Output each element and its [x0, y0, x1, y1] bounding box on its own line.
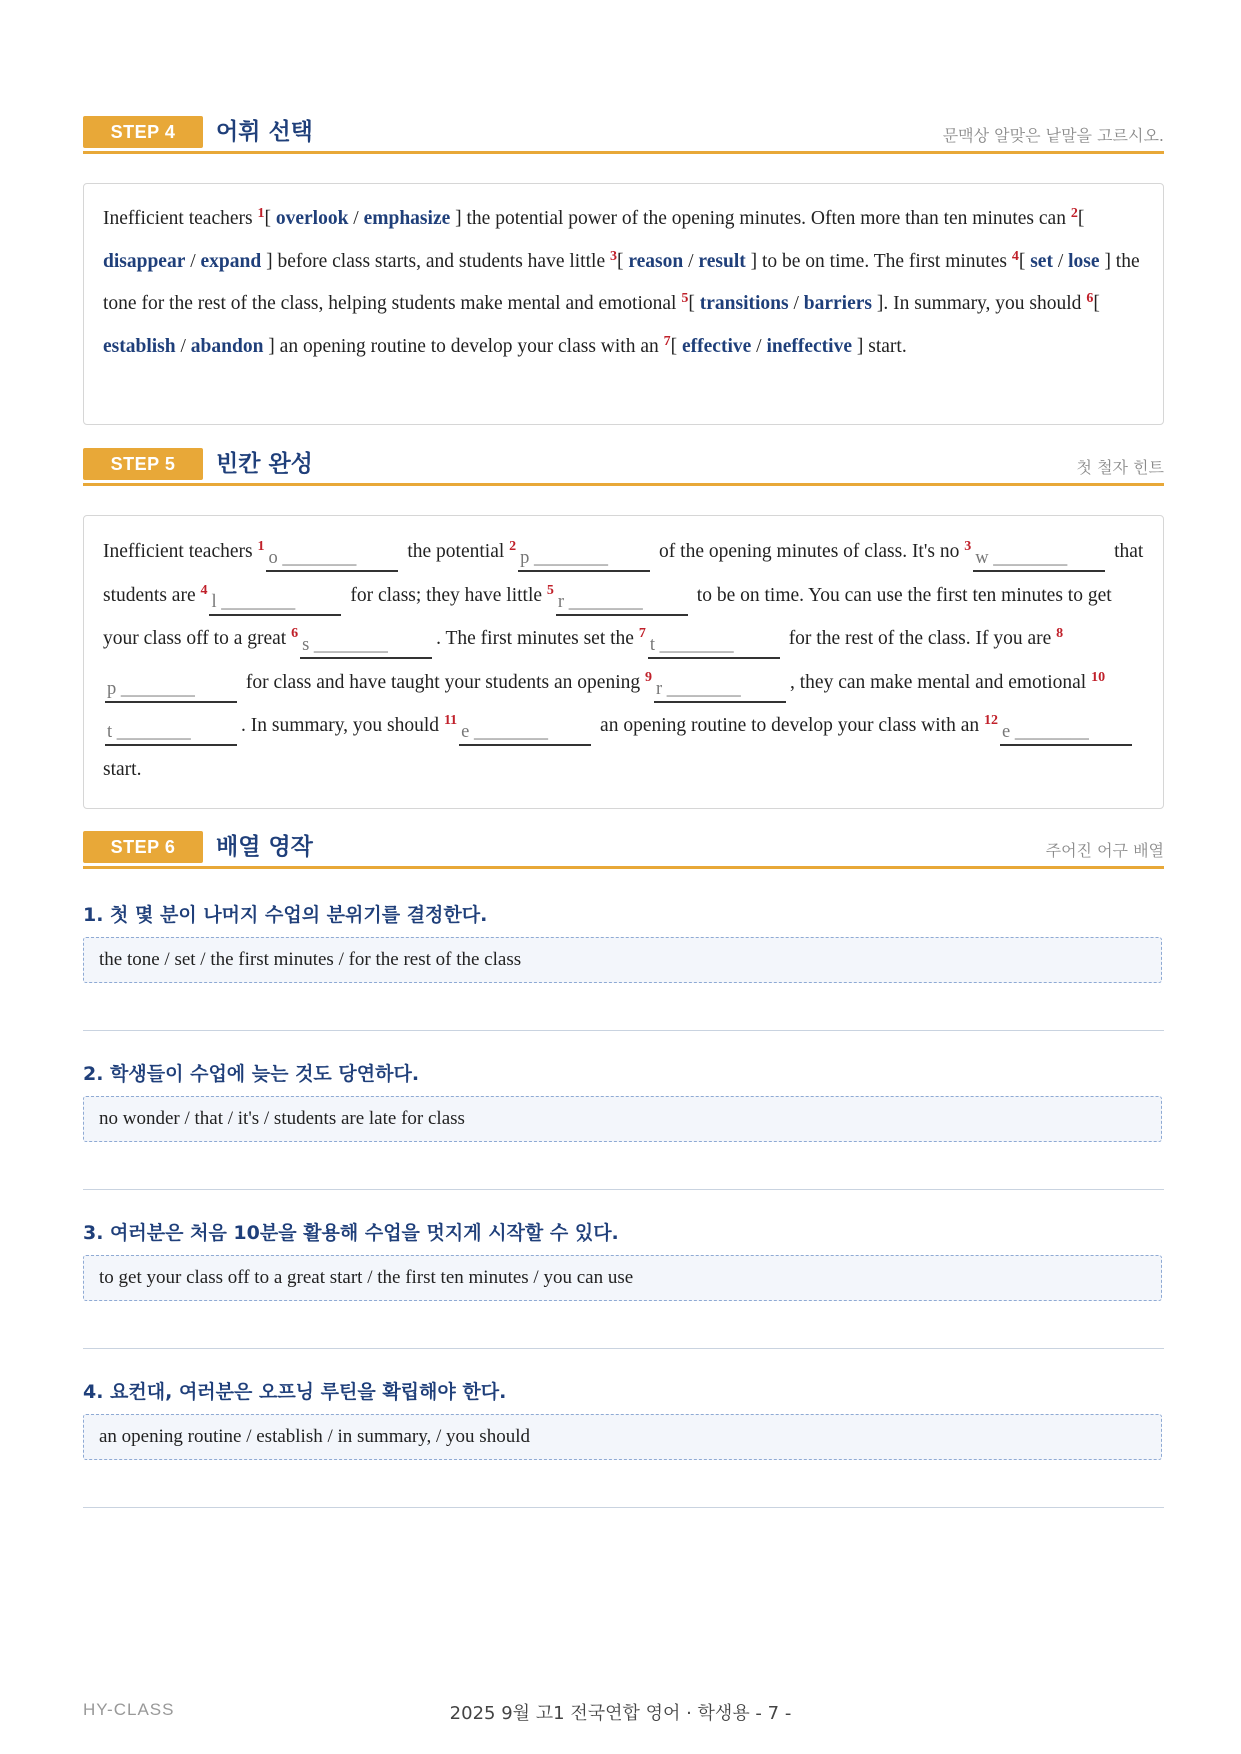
word-bank: the tone / set / the first minutes / for the rest of the class: [83, 937, 1162, 983]
question-number: 2: [509, 539, 517, 554]
choice-option[interactable]: ineffective: [766, 335, 852, 357]
step6-hint: 주어진 어구 배열: [1045, 841, 1164, 860]
question-number: 11: [443, 713, 458, 728]
question-number: 1: [257, 206, 265, 221]
step5-badge: STEP 5: [83, 448, 203, 480]
question-number: 7: [638, 626, 646, 641]
blank-input[interactable]: r ________: [654, 677, 786, 703]
question-number: 1: [257, 539, 265, 554]
question-title: 2. 학생들이 수업에 늦는 것도 당연하다.: [83, 1063, 420, 1085]
choice-option[interactable]: result: [698, 250, 746, 272]
blank-input[interactable]: s ________: [300, 633, 432, 659]
step6-title: 배열 영작: [216, 834, 313, 860]
question-number: 2: [1070, 206, 1078, 221]
question-number: 6: [1086, 291, 1094, 306]
step4-hint: 문맥상 알맞은 낱말을 고르시오.: [942, 126, 1164, 145]
step6-badge: STEP 6: [83, 831, 203, 863]
blank-input[interactable]: o ________: [266, 546, 398, 572]
answer-line[interactable]: [83, 1348, 1164, 1349]
word-bank: no wonder / that / it's / students are late for class: [83, 1096, 1162, 1142]
choice-option[interactable]: effective: [682, 335, 752, 357]
word-bank: an opening routine / establish / in summary, / you should: [83, 1414, 1162, 1460]
word-bank: to get your class off to a great start / the first ten minutes / you can use: [83, 1255, 1162, 1301]
choice-option[interactable]: set: [1030, 250, 1053, 272]
choice-option[interactable]: emphasize: [363, 208, 451, 229]
step4-passage-box: [83, 183, 1164, 425]
footer-page-info: 2025 9월 고1 전국연합 영어 · 학생용 - 7 -: [449, 1703, 792, 1724]
blank-input[interactable]: e ________: [459, 720, 591, 746]
choice-option[interactable]: overlook: [275, 208, 349, 229]
question-title: 1. 첫 몇 분이 나머지 수업의 분위기를 결정한다.: [83, 904, 488, 926]
blank-input[interactable]: e ________: [1000, 720, 1132, 746]
question-number: 3: [609, 248, 617, 264]
choice-option[interactable]: disappear: [103, 250, 186, 272]
choice-option[interactable]: establish: [103, 335, 176, 357]
blank-input[interactable]: w ________: [973, 546, 1105, 572]
answer-line[interactable]: [83, 1189, 1164, 1190]
blank-input[interactable]: t ________: [105, 720, 237, 746]
step4-header: [83, 115, 1164, 154]
step5-header: [83, 447, 1164, 486]
question-number: 4: [200, 582, 208, 598]
choice-option[interactable]: expand: [200, 250, 262, 272]
question-number: 8: [1056, 626, 1064, 641]
blank-input[interactable]: p ________: [518, 546, 650, 572]
step5-title: 빈칸 완성: [216, 451, 313, 477]
step4-title: 어휘 선택: [216, 119, 313, 145]
question-number: 9: [645, 669, 652, 685]
question-number: 7: [663, 333, 671, 349]
blank-input[interactable]: r ________: [556, 590, 688, 616]
choice-option[interactable]: lose: [1068, 250, 1100, 272]
question-number: 4: [1011, 248, 1019, 264]
step6-header: [83, 830, 1164, 869]
question-number: 3: [964, 539, 972, 554]
question-number: 5: [546, 582, 554, 598]
question-number: 5: [681, 291, 689, 306]
question-number: 6: [291, 626, 299, 641]
answer-line[interactable]: [83, 1507, 1164, 1508]
step4-badge: STEP 4: [83, 116, 203, 148]
step5-hint: 첫 철자 힌트: [1076, 458, 1164, 477]
choice-option[interactable]: barriers: [803, 293, 872, 314]
blank-input[interactable]: p ________: [105, 677, 237, 703]
step5-passage-box: [83, 515, 1164, 809]
answer-line[interactable]: [83, 1030, 1164, 1031]
choice-option[interactable]: transitions: [699, 293, 789, 314]
choice-option[interactable]: abandon: [190, 335, 264, 357]
question-title: 3. 여러분은 처음 10분을 활용해 수업을 멋지게 시작할 수 있다.: [83, 1222, 619, 1244]
question-title: 4. 요컨대, 여러분은 오프닝 루틴을 확립해야 한다.: [83, 1381, 507, 1403]
question-number: 10: [1091, 669, 1106, 685]
footer-brand: HY-CLASS: [83, 1700, 175, 1719]
question-number: 12: [984, 713, 999, 728]
blank-input[interactable]: t ________: [648, 633, 780, 659]
choice-option[interactable]: reason: [628, 250, 684, 272]
step4-passage: Inefficient teachers $^1$[ overlook / emphasize ] the potential power of the opening minutes. Often more than ten minutes can $^2$[ disappear / expand ] before class starts, and students have little $^3$[ reason / result ] to be on time. The first minutes $^4$[ set / lose ] the tone for the rest of the class, helping students make mental and emotional $^5$[ transitions / barriers ]. In summary, you should $^6$[ establish / abandon ] an opening routine to develop your class with an $^7$[ effective / ineffective ] start.: [103, 206, 1140, 357]
blank-input[interactable]: l ________: [209, 590, 341, 616]
step5-passage: Inefficient teachers $^1$o ________ the potential $^2$p ________ of the opening minutes of class. It's no $^3$w ________ that students are $^4$l ________ for class; they have little $^5$r ________ to be on time. You can use the first ten minutes to get your class off to a great $^6$s ________ . The first minutes set the $^7$t ________ for the rest of the class. If you are $^8$p ________ for class and have taught your students an opening $^9$r ________ , they can make mental and emotional $^{10}$t ________ . In summary, you should $^{11}$e ________ an opening routine to develop your class with an $^{12}$e ________ start.: [103, 539, 1144, 780]
